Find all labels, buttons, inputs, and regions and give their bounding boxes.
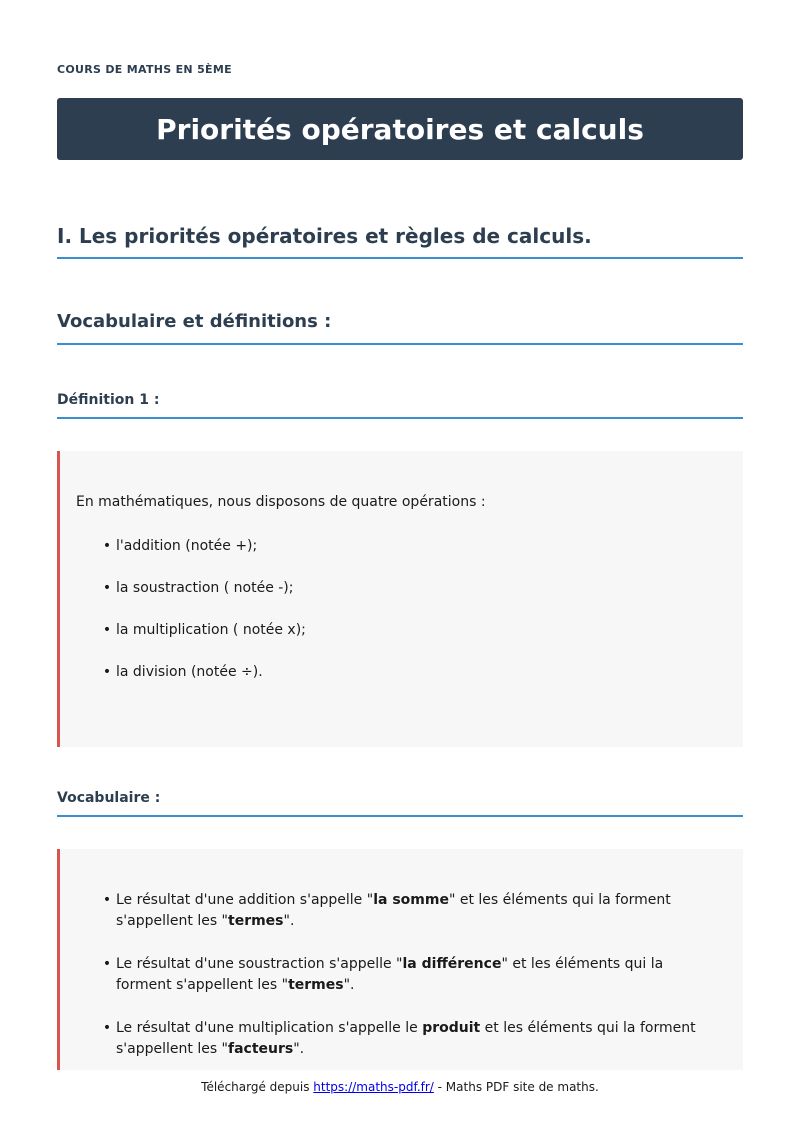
bullet-icon: • xyxy=(102,664,112,680)
bullet-icon: • xyxy=(102,892,112,908)
list-item xyxy=(60,536,706,578)
page-title: Priorités opératoires et calculs xyxy=(156,112,644,146)
title-banner xyxy=(57,98,743,160)
vocabulaire-box xyxy=(57,849,743,1070)
bullet-icon: • xyxy=(102,1020,112,1036)
text-segment: Le résultat d'une addition s'appelle " xyxy=(116,892,374,908)
bullet-icon: • xyxy=(102,538,112,554)
list-item-text: l'addition (notée +); xyxy=(116,538,258,554)
text-segment: ". xyxy=(293,1041,305,1057)
subsection-heading-vocabulaire-definitions: Vocabulaire et définitions : xyxy=(57,311,743,345)
vocabulaire-heading: Vocabulaire : xyxy=(57,790,743,817)
operations-list xyxy=(60,536,706,704)
footer-suffix: - Maths PDF site de maths. xyxy=(433,1080,599,1094)
definition-1-box xyxy=(57,451,743,747)
bold-term: termes xyxy=(288,977,344,993)
course-label: COURS DE MATHS EN 5ÈME xyxy=(57,63,232,76)
page-footer xyxy=(0,1080,800,1094)
bullet-icon: • xyxy=(102,580,112,596)
bullet-icon: • xyxy=(102,622,112,638)
bold-term: termes xyxy=(228,913,284,929)
list-item xyxy=(60,954,706,1018)
definition-1-heading: Définition 1 : xyxy=(57,392,743,419)
vocabulaire-list xyxy=(60,890,706,1082)
text-segment: et les éléments qui la forment s'appellent les " xyxy=(116,1020,696,1057)
text-segment: " et les éléments qui la forment s'appellent les " xyxy=(116,892,671,929)
footer-prefix: Téléchargé depuis xyxy=(201,1080,314,1094)
list-item-text: la soustraction ( notée -); xyxy=(116,580,294,596)
list-item xyxy=(60,578,706,620)
list-item-text: la multiplication ( notée x); xyxy=(116,622,306,638)
bold-term: la différence xyxy=(402,956,502,972)
text-segment: Le résultat d'une multiplication s'appelle le xyxy=(116,1020,423,1036)
text-segment: Le résultat d'une soustraction s'appelle " xyxy=(116,956,403,972)
section-heading-1: I. Les priorités opératoires et règles de calculs. xyxy=(57,224,743,259)
bold-term: la somme xyxy=(373,892,449,908)
list-item xyxy=(60,662,706,704)
list-item xyxy=(60,1018,706,1082)
list-item xyxy=(60,620,706,662)
bullet-icon: • xyxy=(102,956,112,972)
text-segment: ". xyxy=(343,977,355,993)
text-segment: ". xyxy=(283,913,295,929)
list-item-text: la division (notée ÷). xyxy=(116,664,263,680)
source-link[interactable]: https://maths-pdf.fr/ xyxy=(313,1080,434,1094)
bold-term: produit xyxy=(422,1020,481,1036)
definition-1-intro: En mathématiques, nous disposons de quatre opérations : xyxy=(76,494,486,510)
bold-term: facteurs xyxy=(228,1041,294,1057)
list-item xyxy=(60,890,706,954)
text-segment: " et les éléments qui la forment s'appellent les " xyxy=(116,956,664,993)
